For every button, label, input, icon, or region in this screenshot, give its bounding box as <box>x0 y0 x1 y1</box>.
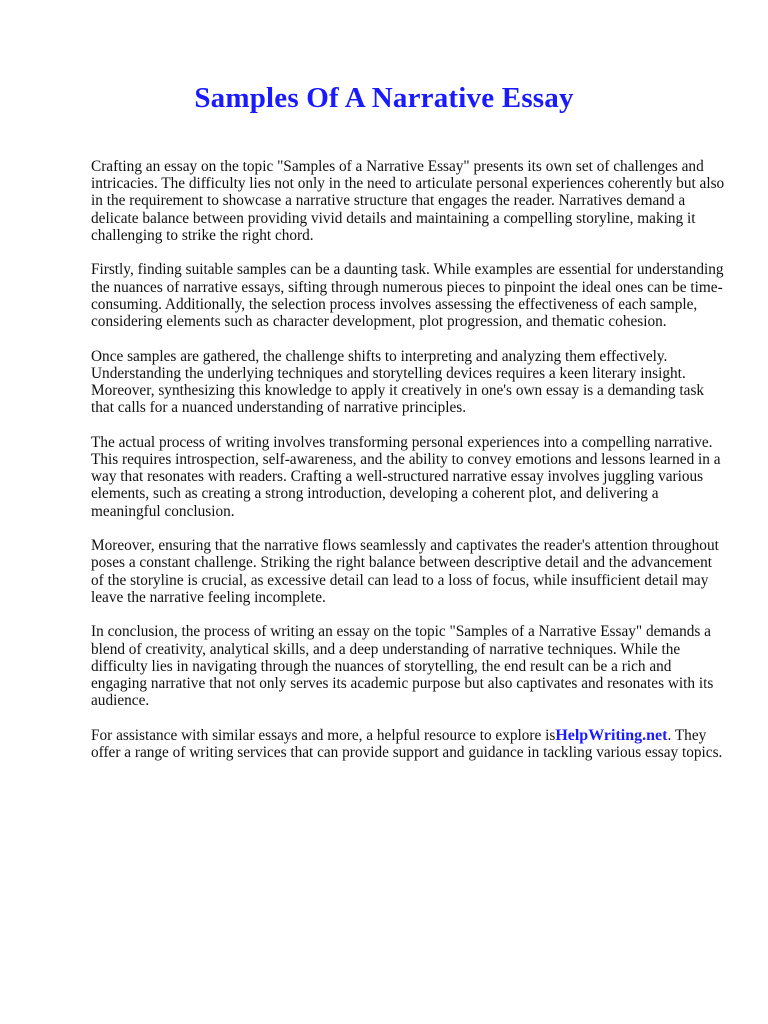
paragraph-2: Firstly, finding suitable samples can be a daunting task. While examples are essential for understanding the nuances of narrative essays, sifting through numerous pieces to pinpoint the ideal ones can be time-consuming. Additionally, the selection process involves assessing the effectiveness of each sample, considering elements such as character development, plot progression, and thematic cohesion. <box>91 261 724 331</box>
page-title: Samples Of A Narrative Essay <box>194 82 574 114</box>
closing-text-after-link: . They offer a range of writing services that can provide support and guidance in tackling various essay topics. <box>91 726 723 762</box>
paragraph-5: Moreover, ensuring that the narrative flows seamlessly and captivates the reader's attention throughout poses a constant challenge. Striking the right balance between descriptive detail and the advancement of the storyline is crucial, as excessive detail can lead to a loss of focus, while insufficient detail may leave the narrative feeling incomplete. <box>91 537 719 606</box>
closing-paragraph <box>91 727 725 761</box>
paragraph-6: In conclusion, the process of writing an essay on the topic "Samples of a Narrative Essay" demands a blend of creativity, analytical skills, and a deep understanding of narrative techniques. While the difficulty lies in navigating through the nuances of storytelling, the end result can be a rich and engaging narrative that not only serves its academic purpose but also captivates and resonates with its audience. <box>91 623 714 710</box>
paragraph-1: Crafting an essay on the topic "Samples of a Narrative Essay" presents its own set of challenges and intricacies. The difficulty lies not only in the need to articulate personal experiences coherently but also in the requirement to showcase a narrative structure that engages the reader. Narratives demand a delicate balance between providing vivid details and maintaining a compelling storyline, making it challenging to strike the right chord. <box>91 158 725 244</box>
paragraph-4: The actual process of writing involves transforming personal experiences into a compelling narrative. This requires introspection, self-awareness, and the ability to convey emotions and lessons learned in a way that resonates with readers. Crafting a well-structured narrative essay involves juggling various elements, such as creating a strong introduction, developing a coherent plot, and delivering a meaningful conclusion. <box>91 433 721 520</box>
paragraph-3: Once samples are gathered, the challenge shifts to interpreting and analyzing them effectively. Understanding the underlying techniques and storytelling devices requires a keen literary insight. Moreover, synthesizing this knowledge to apply it creatively in one's own essay is a demanding task that calls for a nuanced understanding of narrative principles. <box>91 347 705 417</box>
closing-text-before-link: For assistance with similar essays and more, a helpful resource to explore is <box>91 726 556 744</box>
helpwriting-link[interactable]: HelpWriting.net <box>555 726 668 744</box>
